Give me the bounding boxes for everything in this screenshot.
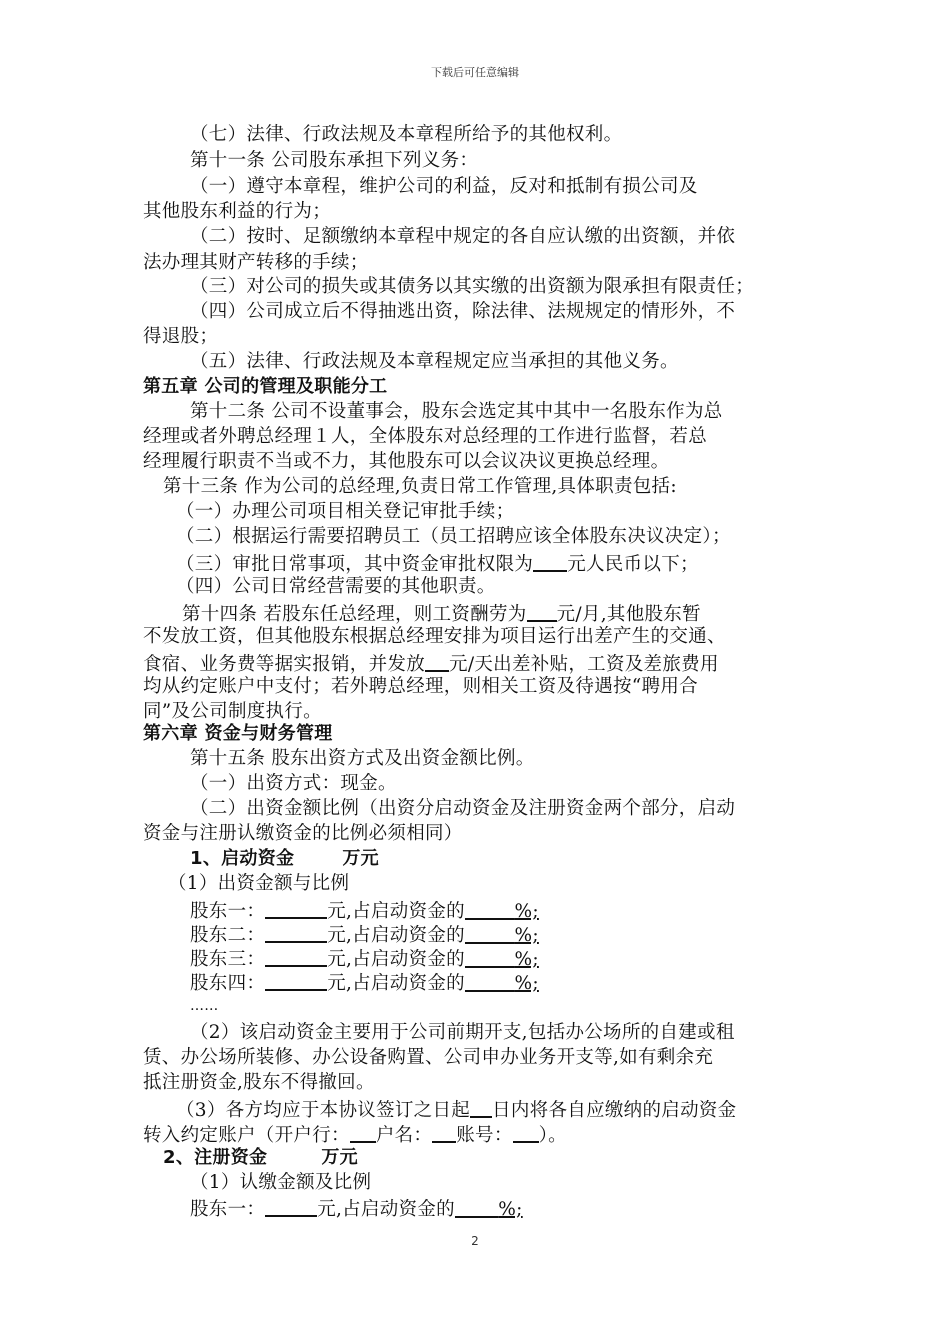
startup-capital-heading: 1、启动资金 万元 [190,848,379,869]
amount-field[interactable] [265,897,327,919]
shareholder-row: 股东四： 元,占启动资金的 %; [190,969,539,996]
page-number: 2 [471,1234,479,1248]
shareholder-row: 股东一： 元,占启动资金的 %; [190,897,539,924]
text-line: （一）出资方式：现金。 [190,773,397,794]
text-line: （1）出资金额与比例 [168,873,350,894]
text-line: 抵注册资金,股东不得撤回。 [143,1072,375,1093]
blank-field[interactable] [470,1096,492,1118]
amount-field[interactable] [265,921,327,943]
article-12-title: 第十二条 公司不设董事会，股东会选定其中其中一名股东作为总 [190,401,723,422]
article-14-title: 第十四条 若股东任总经理，则工资酬劳为 元/月,其他股东暂 [182,600,701,627]
text-line: 赁、办公场所装修、办公设备购置、公司申办业务开支等,如有剩余充 [143,1047,714,1068]
text-line: （四）公司日常经营需要的其他职责。 [176,576,496,597]
text-line: 不发放工资，但其他股东根据总经理安排为项目运行出差产生的交通、 [143,626,726,647]
text-line: （七）法律、行政法规及本章程所给予的其他权利。 [190,124,623,145]
text-line: （二）出资金额比例（出资分启动资金及注册资金两个部分，启动 [190,798,736,819]
text-line: （一）遵守本章程，维护公司的利益，反对和抵制有损公司及 [190,176,698,197]
text-line: 得退股； [143,326,219,347]
blank-field[interactable] [527,600,557,622]
text-line: 资金与注册认缴资金的比例必须相同） [143,823,463,844]
account-number-field[interactable] [513,1121,539,1143]
text-line: 经理或者外聘总经理１人，全体股东对总经理的工作进行监督，若总 [143,426,708,447]
blank-field[interactable] [533,550,567,572]
amount-field[interactable] [265,969,327,991]
registered-capital-heading: 2、注册资金 万元 [163,1147,358,1168]
shareholder-row: 股东二： 元,占启动资金的 %; [190,921,539,948]
article-13-title: 第十三条 作为公司的总经理,负责日常工作管理,具体职责包括: [163,476,677,497]
bank-field[interactable] [350,1121,376,1143]
amount-field[interactable] [265,1195,317,1217]
page-header: 下载后可任意编辑 [431,66,519,79]
shareholder-row: 股东三： 元,占启动资金的 %; [190,945,539,972]
text-line: 转入约定账户（开户行： 户名： 账号： ）。 [143,1121,567,1148]
text-line: 法办理其财产转移的手续； [143,252,369,273]
account-name-field[interactable] [432,1121,456,1143]
amount-field[interactable] [265,945,327,967]
text-line: （1）认缴金额及比例 [190,1172,372,1193]
text-line: 均从约定账户中支付；若外聘总经理，则相关工资及待遇按“聘用合 [143,676,698,697]
text-line: （四）公司成立后不得抽逃出资，除法律、法规规定的情形外，不 [190,301,736,322]
text-line: （三）对公司的损失或其债务以其实缴的出资额为限承担有限责任； [190,276,755,297]
ellipsis: …… [190,998,219,1014]
article-11-title: 第十一条 公司股东承担下列义务： [190,150,479,171]
text-line: （一）办理公司项目相关登记审批手续； [176,501,515,522]
text-line: 食宿、业务费等据实报销，并发放 元/天出差补贴，工资及差旅费用 [143,650,719,677]
text-line: （五）法律、行政法规及本章程规定应当承担的其他义务。 [190,351,679,372]
shareholder-row: 股东一： 元,占启动资金的 %; [190,1195,523,1222]
text-line: 同”及公司制度执行。 [143,701,322,722]
text-line: 经理履行职责不当或不力，其他股东可以会议决议更换总经理。 [143,451,670,472]
blank-field[interactable] [425,650,449,672]
chapter-5-heading: 第五章 公司的管理及职能分工 [143,376,388,397]
article-15-title: 第十五条 股东出资方式及出资金额比例。 [190,748,535,769]
text-line: （3）各方均应于本协议签订之日起 日内将各自应缴纳的启动资金 [176,1096,736,1123]
text-line: （二）根据运行需要招聘员工（员工招聘应该全体股东决议决定）； [176,526,731,547]
text-line: 其他股东利益的行为； [143,201,332,222]
text-line: （2）该启动资金主要用于公司前期开支,包括办公场所的自建或租 [190,1022,735,1043]
chapter-6-heading: 第六章 资金与财务管理 [143,723,333,744]
text-line: （二）按时、足额缴纳本章程中规定的各自应认缴的出资额，并依 [190,226,736,247]
text-line: （三）审批日常事项，其中资金审批权限为 元人民币以下； [176,550,699,577]
